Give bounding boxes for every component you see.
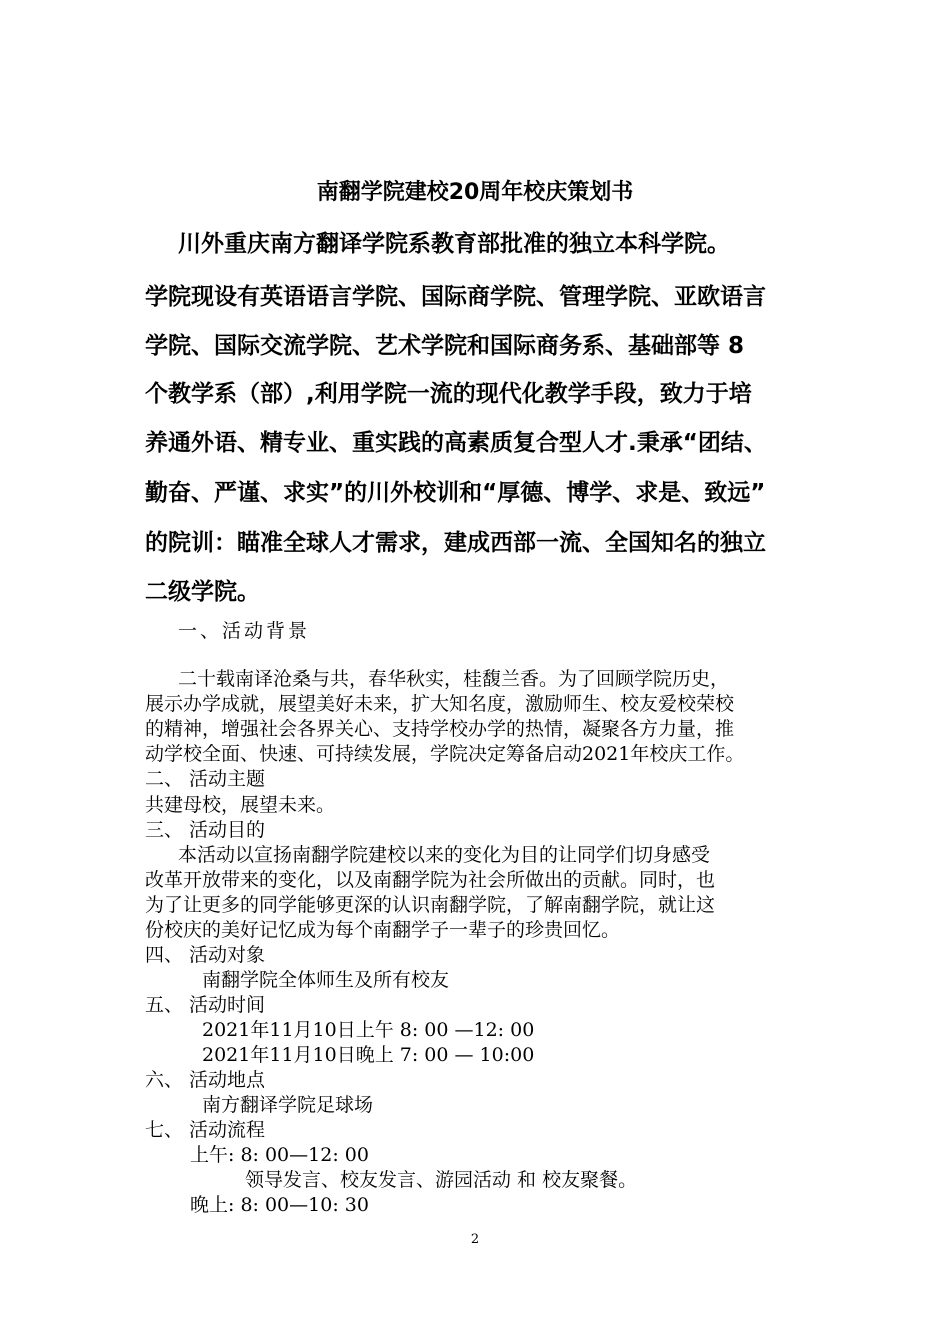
- paragraph-line: 本活动以宣扬南翻学院建校以来的变化为目的让同学们切身感受: [178, 844, 711, 866]
- section-heading-audience: 四、 活动对象: [145, 944, 266, 966]
- intro-line: 二级学院。: [145, 579, 260, 605]
- section-heading-background: 一、活动背景: [178, 620, 311, 642]
- paragraph-line: 为了让更多的同学能够更深的认识南翻学院，了解南翻学院，就让这: [145, 894, 716, 916]
- time-evening: 2021年11月10日晚上 7: 00 — 10:00: [202, 1044, 535, 1066]
- paragraph-line: 改革开放带来的变化，以及南翻学院为社会所做出的贡献。同时，也: [145, 869, 716, 891]
- intro-line: 川外重庆南方翻译学院系教育部批准的独立本科学院。: [178, 231, 730, 257]
- section-heading-purpose: 三、 活动目的: [145, 819, 266, 841]
- document-title: 南翻学院建校20周年校庆策划书: [316, 180, 634, 205]
- paragraph-line: 动学校全面、快速、可持续发展，学院决定筹备启动2021年校庆工作。: [145, 743, 745, 765]
- intro-line: 学院现设有英语语言学院、国际商学院、管理学院、亚欧语言: [145, 284, 766, 310]
- paragraph-line: 二十载南译沧桑与共，春华秋实，桂馥兰香。为了回顾学院历史，: [178, 668, 730, 690]
- paragraph-line: 的精神，增强社会各界关心、支持学校办学的热情，凝聚各方力量，推: [145, 718, 735, 740]
- paragraph-line: 展示办学成就，展望美好未来，扩大知名度，激励师生、校友爱校荣校: [145, 693, 735, 715]
- page-number: 2: [470, 1232, 480, 1247]
- intro-line: 勤奋、严谨、求实”的川外校训和“厚德、博学、求是、致远”: [145, 480, 766, 506]
- section-heading-theme: 二、 活动主题: [145, 768, 266, 790]
- paragraph-line: 份校庆的美好记忆成为每个南翻学子一辈子的珍贵回忆。: [145, 919, 621, 941]
- section-heading-location: 六、 活动地点: [145, 1069, 266, 1091]
- intro-line: 个教学系（部）,利用学院一流的现代化教学手段，致力于培: [145, 381, 752, 407]
- time-morning: 2021年11月10日上午 8: 00 —12: 00: [202, 1019, 535, 1041]
- schedule-morning-items: 领导发言、校友发言、游园活动 和 校友聚餐。: [245, 1169, 638, 1191]
- theme-text: 共建母校，展望未来。: [145, 794, 336, 816]
- section-heading-time: 五、 活动时间: [145, 994, 266, 1016]
- intro-line: 的院训：瞄准全球人才需求，建成西部一流、全国知名的独立: [145, 530, 766, 556]
- intro-line: 学院、国际交流学院、艺术学院和国际商务系、基础部等 8: [145, 333, 745, 359]
- location-text: 南方翻译学院足球场: [202, 1094, 374, 1116]
- audience-text: 南翻学院全体师生及所有校友: [202, 969, 450, 991]
- intro-line: 养通外语、精专业、重实践的高素质复合型人才.秉承“团结、: [145, 430, 767, 456]
- schedule-morning-time: 上午: 8: 00—12: 00: [190, 1144, 369, 1166]
- section-heading-schedule: 七、 活动流程: [145, 1119, 266, 1141]
- schedule-evening-time: 晚上: 8: 00—10: 30: [190, 1194, 369, 1216]
